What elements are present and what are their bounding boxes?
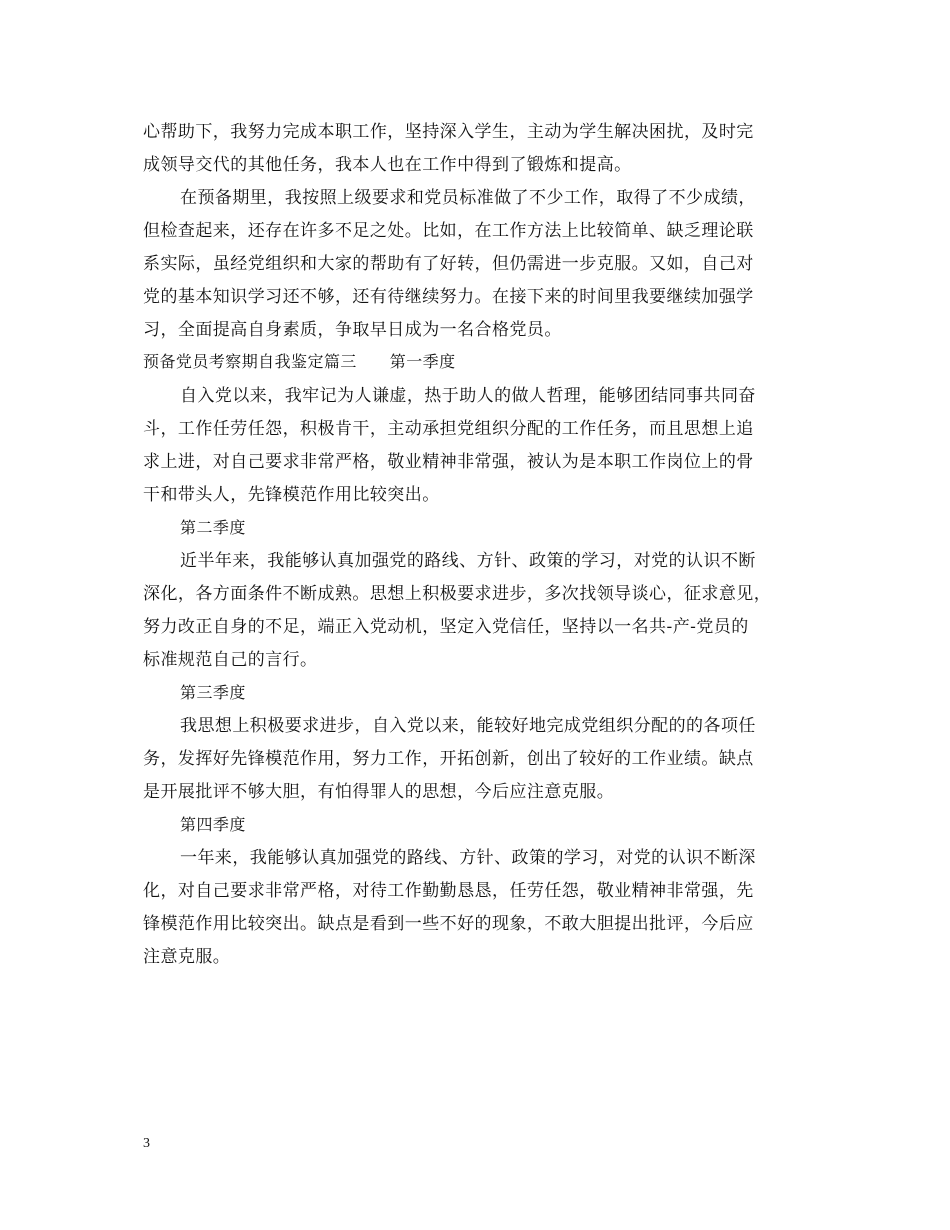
text-line: 注意克服。 xyxy=(143,947,231,967)
text-line: 近半年来，我能够认真加强党的路线、方针、政策的学习，对党的认识不断 xyxy=(180,551,756,571)
text-line: 斗，工作任劳任怨，积极肯干，主动承担党组织分配的工作任务，而且思想上追 xyxy=(143,419,754,439)
text-line: 但检查起来，还存在许多不足之处。比如，在工作方法上比较简单、缺乏理论联 xyxy=(143,221,754,241)
text-line: 锋模范作用比较突出。缺点是看到一些不好的现象，不敢大胆提出批评，今后应 xyxy=(143,914,754,934)
text-line: 努力改正自身的不足，端正入党动机，坚定入党信任，坚持以一名共-产-党员的 xyxy=(143,617,749,637)
text-line: 标准规范自己的言行。 xyxy=(143,650,318,670)
text-line: 化，对自己要求非常严格，对待工作勤勤恳恳，任劳任怨，敬业精神非常强，先 xyxy=(143,881,754,901)
text-line: 务，发挥好先锋模范作用，努力工作，开拓创新，创出了较好的工作业绩。缺点 xyxy=(143,749,754,769)
text-line: 自入党以来，我牢记为人谦虚，热于助人的做人哲理，能够团结同事共同奋 xyxy=(180,386,756,406)
section-heading: 第四季度 xyxy=(180,815,246,834)
text-line: 党的基本知识学习还不够，还有待继续努力。在接下来的时间里我要继续加强学 xyxy=(143,287,754,307)
page-number: 3 xyxy=(143,1136,150,1151)
text-line: 成领导交代的其他任务，我本人也在工作中得到了锻炼和提高。 xyxy=(143,155,632,175)
section-heading: 预备党员考察期自我鉴定篇三 第一季度 xyxy=(143,352,456,371)
text-line: 一年来，我能够认真加强党的路线、方针、政策的学习，对党的认识不断深 xyxy=(180,848,756,868)
text-line: 在预备期里，我按照上级要求和党员标准做了不少工作，取得了不少成绩， xyxy=(180,188,756,208)
text-line: 求上进，对自己要求非常严格，敬业精神非常强，被认为是本职工作岗位上的骨 xyxy=(143,452,754,472)
text-line: 干和带头人，先锋模范作用比较突出。 xyxy=(143,485,440,505)
text-line: 我思想上积极要求进步，自入党以来，能较好地完成党组织分配的的各项任 xyxy=(180,716,756,736)
text-line: 心帮助下，我努力完成本职工作，坚持深入学生，主动为学生解决困扰，及时完 xyxy=(143,122,754,142)
text-line: 习，全面提高自身素质，争取早日成为一名合格党员。 xyxy=(143,320,562,340)
section-heading: 第三季度 xyxy=(180,683,246,702)
text-line: 系实际，虽经党组织和大家的帮助有了好转，但仍需进一步克服。又如，自己对 xyxy=(143,254,754,274)
section-heading: 第二季度 xyxy=(180,518,246,537)
text-line: 深化，各方面条件不断成熟。思想上积极要求进步，多次找领导谈心，征求意见， xyxy=(143,584,772,604)
text-line: 是开展批评不够大胆，有怕得罪人的思想，今后应注意克服。 xyxy=(143,782,615,802)
